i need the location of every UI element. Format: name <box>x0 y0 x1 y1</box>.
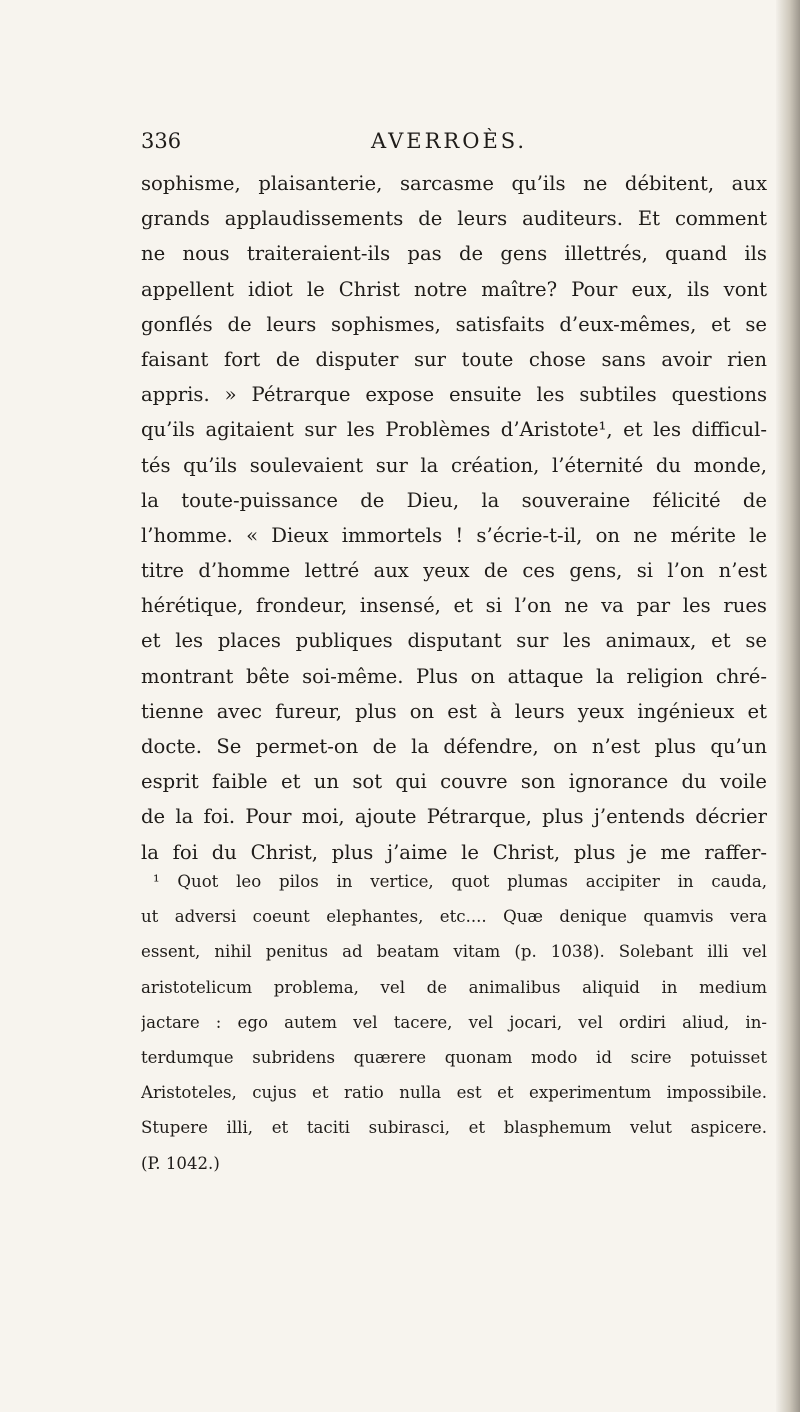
running-header <box>141 129 761 165</box>
text-line: appris. » Pétrarque expose ensuite les subtiles questions <box>141 383 767 407</box>
footnote-line: terdumque subridens quærere quonam modo id scire potuisset <box>141 1047 767 1067</box>
running-title: AVERROÈS. <box>371 129 528 153</box>
footnote-line: jactare : ego autem vel tacere, vel jocari, vel ordiri aliud, in- <box>141 1012 767 1032</box>
text-line: de la foi. Pour moi, ajoute Pétrarque, plus j’entends décrier <box>141 805 767 829</box>
text-line: docte. Se permet-on de la défendre, on n’est plus qu’un <box>141 735 767 758</box>
footnote-line: Aristoteles, cujus et ratio nulla est et experimentum impossibile. <box>141 1083 767 1103</box>
footnote <box>141 868 767 1185</box>
text-line: hérétique, frondeur, insensé, et si l’on ne va par les rues <box>141 594 767 618</box>
page-number: 336 <box>141 129 182 153</box>
text-line: appellent idiot le Christ notre maître? Pour eux, ils vont <box>141 277 767 301</box>
body-text <box>141 166 767 870</box>
text-line: l’homme. « Dieux immortels ! s’écrie-t-il, on ne mérite le <box>141 523 767 547</box>
text-line: sophisme, plaisanterie, sarcasme qu’ils ne débitent, aux <box>141 172 767 195</box>
text-line: gonflés de leurs sophismes, satisfaits d’eux-mêmes, et se <box>141 312 767 336</box>
text-line: la toute-puissance de Dieu, la souveraine félicité de <box>141 488 767 512</box>
text-line: tienne avec fureur, plus on est à leurs yeux ingénieux et <box>141 699 767 723</box>
text-line: montrant bête soi-même. Plus on attaque la religion chré- <box>141 664 767 688</box>
footnote-line: Stupere illi, et taciti subirasci, et blasphemum velut aspicere. <box>141 1118 767 1138</box>
text-line: esprit faible et un sot qui couvre son ignorance du voile <box>141 770 767 794</box>
footnote-line: essent, nihil penitus ad beatam vitam (p. 1038). Solebant illi vel <box>141 942 767 962</box>
footnote-line: (P. 1042.) <box>141 1153 220 1173</box>
footnote-line: ¹ Quot leo pilos in vertice, quot plumas accipiter in cauda, <box>153 872 767 891</box>
text-line: la foi du Christ, plus j’aime le Christ, plus je me raffer- <box>141 840 767 864</box>
text-line: qu’ils agitaient sur les Problèmes d’Aristote¹, et les difficul- <box>141 418 767 442</box>
text-line: ne nous traiteraient-ils pas de gens illettrés, quand ils <box>141 242 767 266</box>
text-line: tés qu’ils soulevaient sur la création, l’éternité du monde, <box>141 453 767 477</box>
text-line: titre d’homme lettré aux yeux de ces gens, si l’on n’est <box>141 559 767 583</box>
page-edge <box>776 0 800 1412</box>
text-line: faisant fort de disputer sur toute chose sans avoir rien <box>141 347 767 371</box>
text-line: grands applaudissements de leurs auditeurs. Et comment <box>141 207 767 231</box>
text-line: et les places publiques disputant sur les animaux, et se <box>141 629 767 653</box>
footnote-line: aristotelicum problema, vel de animalibus aliquid in medium <box>141 977 767 997</box>
footnote-line: ut adversi coeunt elephantes, etc.... Quæ denique quamvis vera <box>141 907 767 927</box>
